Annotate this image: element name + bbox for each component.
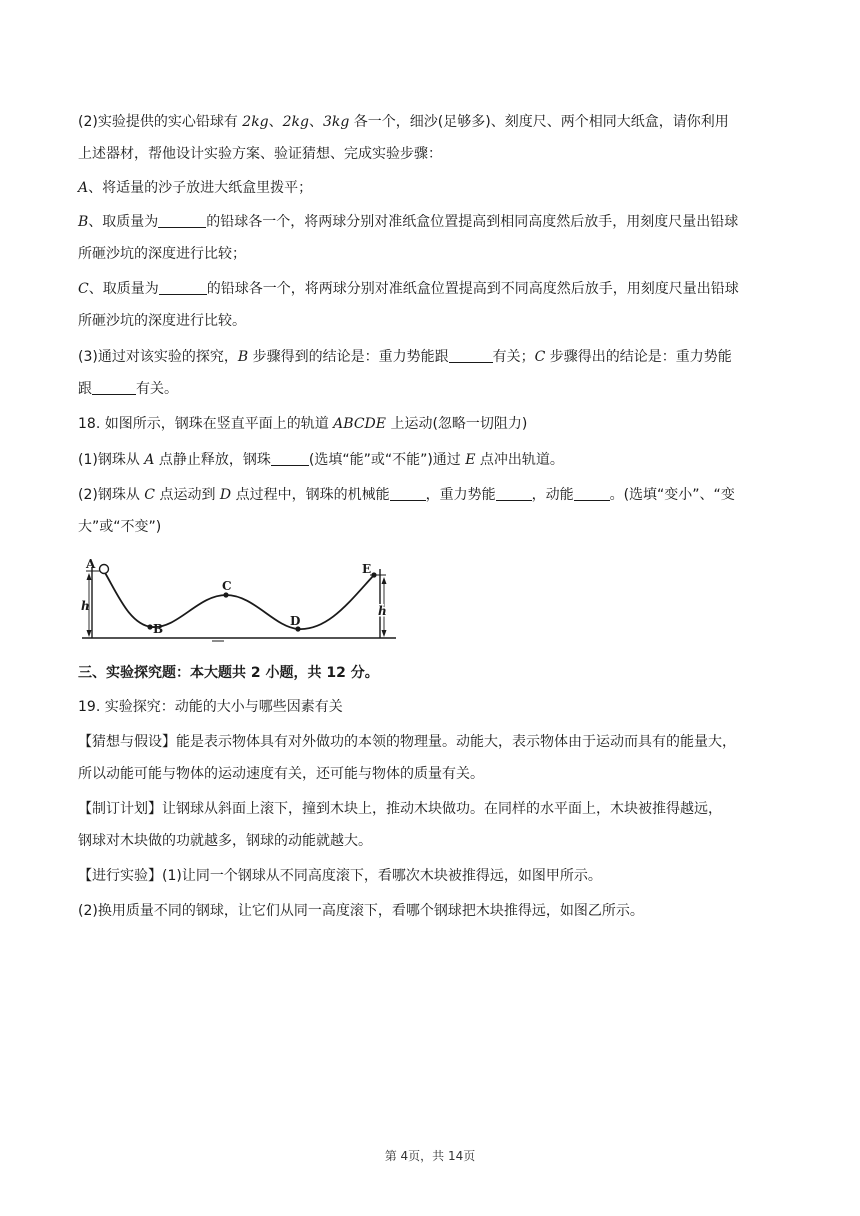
text: ，动能 (531, 487, 574, 503)
text: 点静止释放，钢珠 (154, 452, 271, 468)
label-h-left: h (81, 599, 90, 613)
q19-hypothesis-line2: 所以动能可能与物体的运动速度有关，还可能与物体的质量有关。 (78, 766, 484, 782)
text: 的铅球各一个，将两球分别对准纸盒位置提高到不同高度然后放手，用刻度尺量出铅球 (206, 281, 739, 297)
track-curve (104, 571, 374, 629)
text: 步骤得到的结论是：重力势能跟 (248, 349, 449, 365)
step-letter: C (78, 281, 89, 297)
text: (选填“能”或“不能”)通过 (308, 452, 466, 468)
track-name: ABCDE (333, 416, 386, 432)
label-e: E (362, 562, 372, 576)
label-h-right: h (378, 604, 387, 618)
q17-step-c-line2: 所砸沙坑的深度进行比较。 (78, 313, 246, 329)
answer-blank[interactable] (92, 380, 136, 395)
ball-a (100, 565, 109, 574)
point-ref: D (219, 487, 232, 503)
point-ref: A (144, 452, 155, 468)
q17-step-a (78, 178, 782, 198)
point-b (147, 624, 152, 629)
text: 、将适量的沙子放进大纸盒里拨平； (88, 180, 313, 196)
q17-part2-line2: 上述器材，帮他设计实验方案、验证猜想、完成实验步骤： (78, 146, 442, 162)
q17-part3-line2 (78, 379, 782, 399)
text: 。(选填“变小”、“变 (609, 487, 735, 503)
q19-plan-line2: 钢球对木块做的功就越多，钢球的动能就越大。 (78, 833, 372, 849)
text: (2)实验提供的实心铅球有 (78, 114, 243, 130)
q19-experiment-line1: 【进行实验】(1)让同一个钢球从不同高度滚下，看哪次木块被推得远，如图甲所示。 (78, 868, 602, 884)
step-letter: A (78, 180, 89, 196)
label-a: A (86, 557, 96, 571)
text: 点冲出轨道。 (475, 452, 564, 468)
text: (2)钢珠从 (78, 487, 145, 503)
q19-experiment-line2: (2)换用质量不同的钢球，让它们从同一高度滚下，看哪个钢球把木块推得远，如图乙所示。 (78, 903, 644, 919)
right-arrow-down (382, 630, 387, 637)
text: 点过程中，钢珠的机械能 (231, 487, 390, 503)
text: 点运动到 (155, 487, 220, 503)
q17-step-b-line2: 所砸沙坑的深度进行比较； (78, 246, 246, 262)
q18-part2-line2: 大”或“不变”) (78, 519, 162, 535)
page-number: 第 4页，共 14页 (384, 1149, 476, 1163)
answer-blank[interactable] (158, 213, 206, 228)
q19-stem: 19. 实验探究：动能的大小与哪些因素有关 (78, 699, 343, 715)
q18-part1 (78, 450, 782, 470)
step-ref: C (534, 349, 546, 365)
text: 、取质量为 (88, 281, 159, 297)
label-d: D (290, 614, 301, 628)
answer-blank[interactable] (574, 486, 610, 501)
text: (3)通过对该实验的探究， (78, 349, 238, 365)
track-figure (78, 555, 402, 645)
text: ，重力势能 (425, 487, 496, 503)
text: 有关。 (136, 381, 178, 397)
label-c: C (222, 579, 232, 593)
q17-step-b-line1 (78, 212, 782, 232)
q17-part2-line1 (78, 112, 782, 132)
q19-hypothesis-line1: 【猜想与假设】能是表示物体具有对外做功的本领的物理量。动能大，表示物体由于运动而具有的能量大， (78, 734, 736, 750)
answer-blank[interactable] (271, 451, 309, 466)
text: 、 (309, 114, 323, 130)
mass-2: 2kg (282, 114, 309, 130)
text: 、取质量为 (88, 214, 159, 230)
right-arrow-up (382, 577, 387, 584)
text: 上运动(忽略一切阻力) (386, 416, 528, 432)
q18-part2-line1 (78, 485, 782, 505)
text: 跟 (78, 381, 92, 397)
mass-1: 2kg (242, 114, 269, 130)
answer-blank[interactable] (496, 486, 532, 501)
text: 、 (268, 114, 283, 130)
section-heading: 三、实验探究题：本大题共 2 小题，共 12 分。 (78, 665, 379, 681)
point-ref: C (144, 487, 155, 503)
q18-stem (78, 414, 782, 434)
q17-part3-line1 (78, 347, 782, 367)
text: (1)钢珠从 (78, 452, 145, 468)
q17-step-c-line1 (78, 279, 782, 299)
step-ref: B (237, 349, 249, 365)
step-letter: B (78, 214, 89, 230)
text: 18. 如图所示，钢珠在竖直平面上的轨道 (78, 416, 334, 432)
point-e (371, 572, 376, 577)
point-c (223, 592, 228, 597)
text: 的铅球各一个，将两球分别对准纸盒位置提高到相同高度然后放手，用刻度尺量出铅球 (206, 214, 739, 230)
label-b: B (153, 622, 164, 636)
answer-blank[interactable] (159, 280, 207, 295)
text: 有关； (492, 349, 535, 365)
left-arrow-down (87, 630, 92, 637)
answer-blank[interactable] (449, 348, 493, 363)
mass-3: 3kg (323, 114, 350, 130)
text: 各一个，细沙(足够多)、刻度尺、两个相同大纸盒，请你利用 (349, 114, 729, 130)
point-ref: E (465, 452, 476, 468)
q19-plan-line1: 【制订计划】让钢球从斜面上滚下，撞到木块上，推动木块做功。在同样的水平面上，木块被推得越远， (78, 801, 722, 817)
answer-blank[interactable] (390, 486, 426, 501)
text: 步骤得出的结论是：重力势能 (545, 349, 732, 365)
left-arrow-up (87, 573, 92, 580)
